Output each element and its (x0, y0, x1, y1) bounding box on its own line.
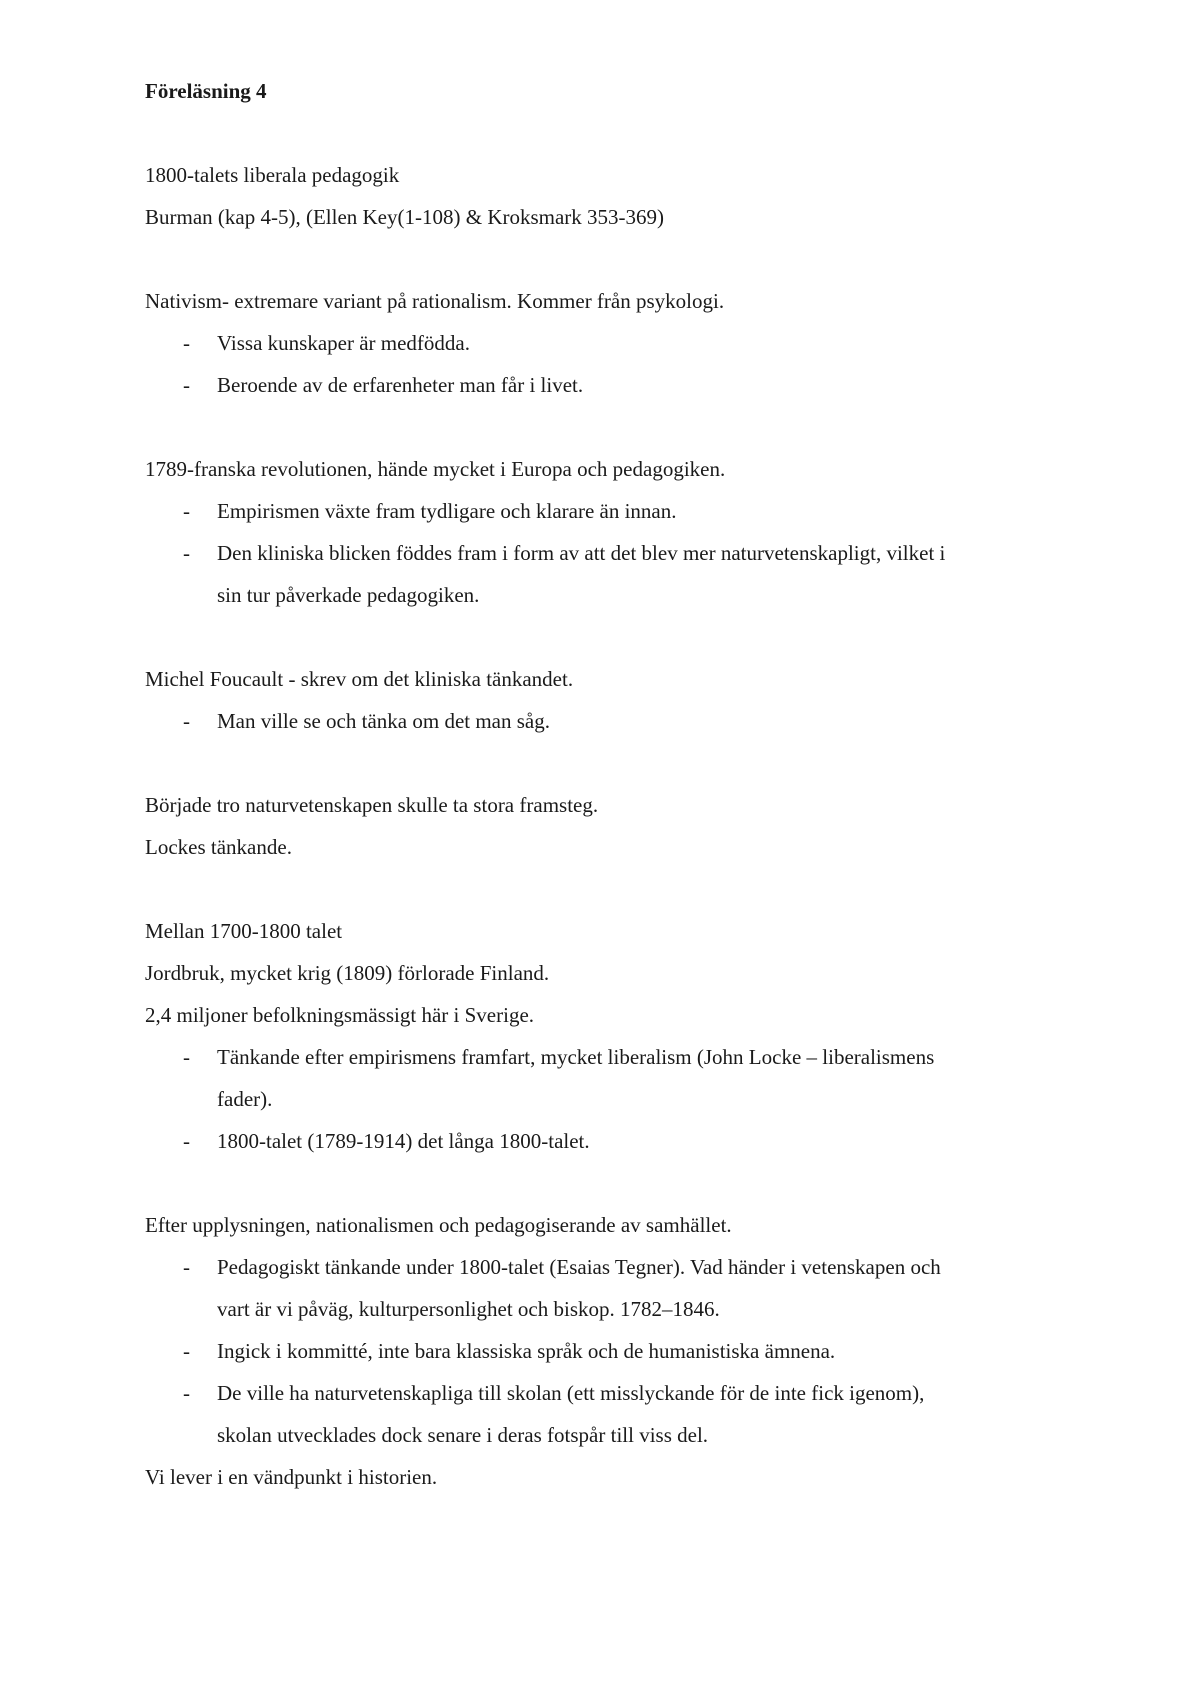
section (145, 280, 1075, 406)
bullet-list (145, 1036, 1075, 1162)
dash-bullet-icon: - (183, 1339, 190, 1363)
spacer (145, 406, 1075, 448)
paragraph-line: Vi lever i en vändpunkt i historien. (145, 1465, 438, 1489)
dash-bullet-icon: - (183, 1129, 190, 1153)
spacer (145, 742, 1075, 784)
paragraph-line: Burman (kap 4-5), (Ellen Key(1-108) & Kroksmark 353-369) (145, 205, 665, 229)
section (145, 1204, 1075, 1498)
bullet-text: Den kliniska blicken föddes fram i form av att det blev mer naturvetenskapligt, vilket i (217, 541, 946, 565)
dash-bullet-icon: - (183, 1045, 190, 1069)
bullet-text: Vissa kunskaper är medfödda. (217, 331, 470, 355)
spacer (145, 112, 1075, 154)
dash-bullet-icon: - (183, 373, 190, 397)
dash-bullet-icon: - (183, 499, 190, 523)
bullet-list (145, 322, 1075, 406)
bullet-text: sin tur påverkade pedagogiken. (217, 583, 480, 607)
paragraph-line: 1789-franska revolutionen, hände mycket i Europa och pedagogiken. (145, 457, 726, 481)
bullet-item (145, 1120, 1075, 1162)
dash-bullet-icon: - (183, 1255, 190, 1279)
bullet-text: vart är vi påväg, kulturpersonlighet och biskop. 1782–1846. (217, 1297, 720, 1321)
bullet-item (145, 364, 1075, 406)
section (145, 784, 1075, 868)
bullet-text: De ville ha naturvetenskapliga till skolan (ett misslyckande för de inte fick igenom), (217, 1381, 925, 1405)
paragraph-line: 2,4 miljoner befolkningsmässigt här i Sverige. (145, 1003, 535, 1027)
section (145, 910, 1075, 1162)
paragraph-line: Nativism- extremare variant på rationalism. Kommer från psykologi. (145, 289, 725, 313)
bullet-item (145, 532, 1075, 616)
section (145, 154, 1075, 238)
dash-bullet-icon: - (183, 709, 190, 733)
dash-bullet-icon: - (183, 331, 190, 355)
bullet-text: Tänkande efter empirismens framfart, mycket liberalism (John Locke – liberalismens (217, 1045, 935, 1069)
paragraph-line: Efter upplysningen, nationalismen och pedagogiserande av samhället. (145, 1213, 732, 1237)
paragraph-line: 1800-talets liberala pedagogik (145, 163, 400, 187)
paragraph-line: Började tro naturvetenskapen skulle ta stora framsteg. (145, 793, 599, 817)
bullet-text: Empirismen växte fram tydligare och klarare än innan. (217, 499, 677, 523)
document-title: Föreläsning 4 (145, 79, 267, 103)
section (145, 448, 1075, 616)
bullet-item (145, 1372, 1075, 1456)
bullet-item (145, 700, 1075, 742)
bullet-list (145, 490, 1075, 616)
bullet-list (145, 1246, 1075, 1456)
bullet-text: Pedagogiskt tänkande under 1800-talet (Esaias Tegner). Vad händer i vetenskapen och (217, 1255, 941, 1279)
bullet-text: Man ville se och tänka om det man såg. (217, 709, 550, 733)
document-body (145, 154, 1075, 1498)
bullet-list (145, 700, 1075, 742)
bullet-text: Ingick i kommitté, inte bara klassiska språk och de humanistiska ämnena. (217, 1339, 836, 1363)
paragraph-line: Mellan 1700-1800 talet (145, 919, 343, 943)
bullet-text: skolan utvecklades dock senare i deras fotspår till viss del. (217, 1423, 709, 1447)
spacer (145, 238, 1075, 280)
bullet-item (145, 490, 1075, 532)
bullet-item (145, 1330, 1075, 1372)
bullet-text: fader). (217, 1087, 273, 1111)
document-page (145, 70, 1075, 1498)
bullet-text: 1800-talet (1789-1914) det långa 1800-talet. (217, 1129, 590, 1153)
section (145, 658, 1075, 742)
paragraph-line: Michel Foucault - skrev om det kliniska tänkandet. (145, 667, 574, 691)
paragraph-line: Lockes tänkande. (145, 835, 292, 859)
spacer (145, 616, 1075, 658)
dash-bullet-icon: - (183, 1381, 190, 1405)
dash-bullet-icon: - (183, 541, 190, 565)
bullet-item (145, 322, 1075, 364)
spacer (145, 1162, 1075, 1204)
bullet-item (145, 1246, 1075, 1330)
spacer (145, 868, 1075, 910)
bullet-item (145, 1036, 1075, 1120)
bullet-text: Beroende av de erfarenheter man får i livet. (217, 373, 584, 397)
paragraph-line: Jordbruk, mycket krig (1809) förlorade Finland. (145, 961, 550, 985)
